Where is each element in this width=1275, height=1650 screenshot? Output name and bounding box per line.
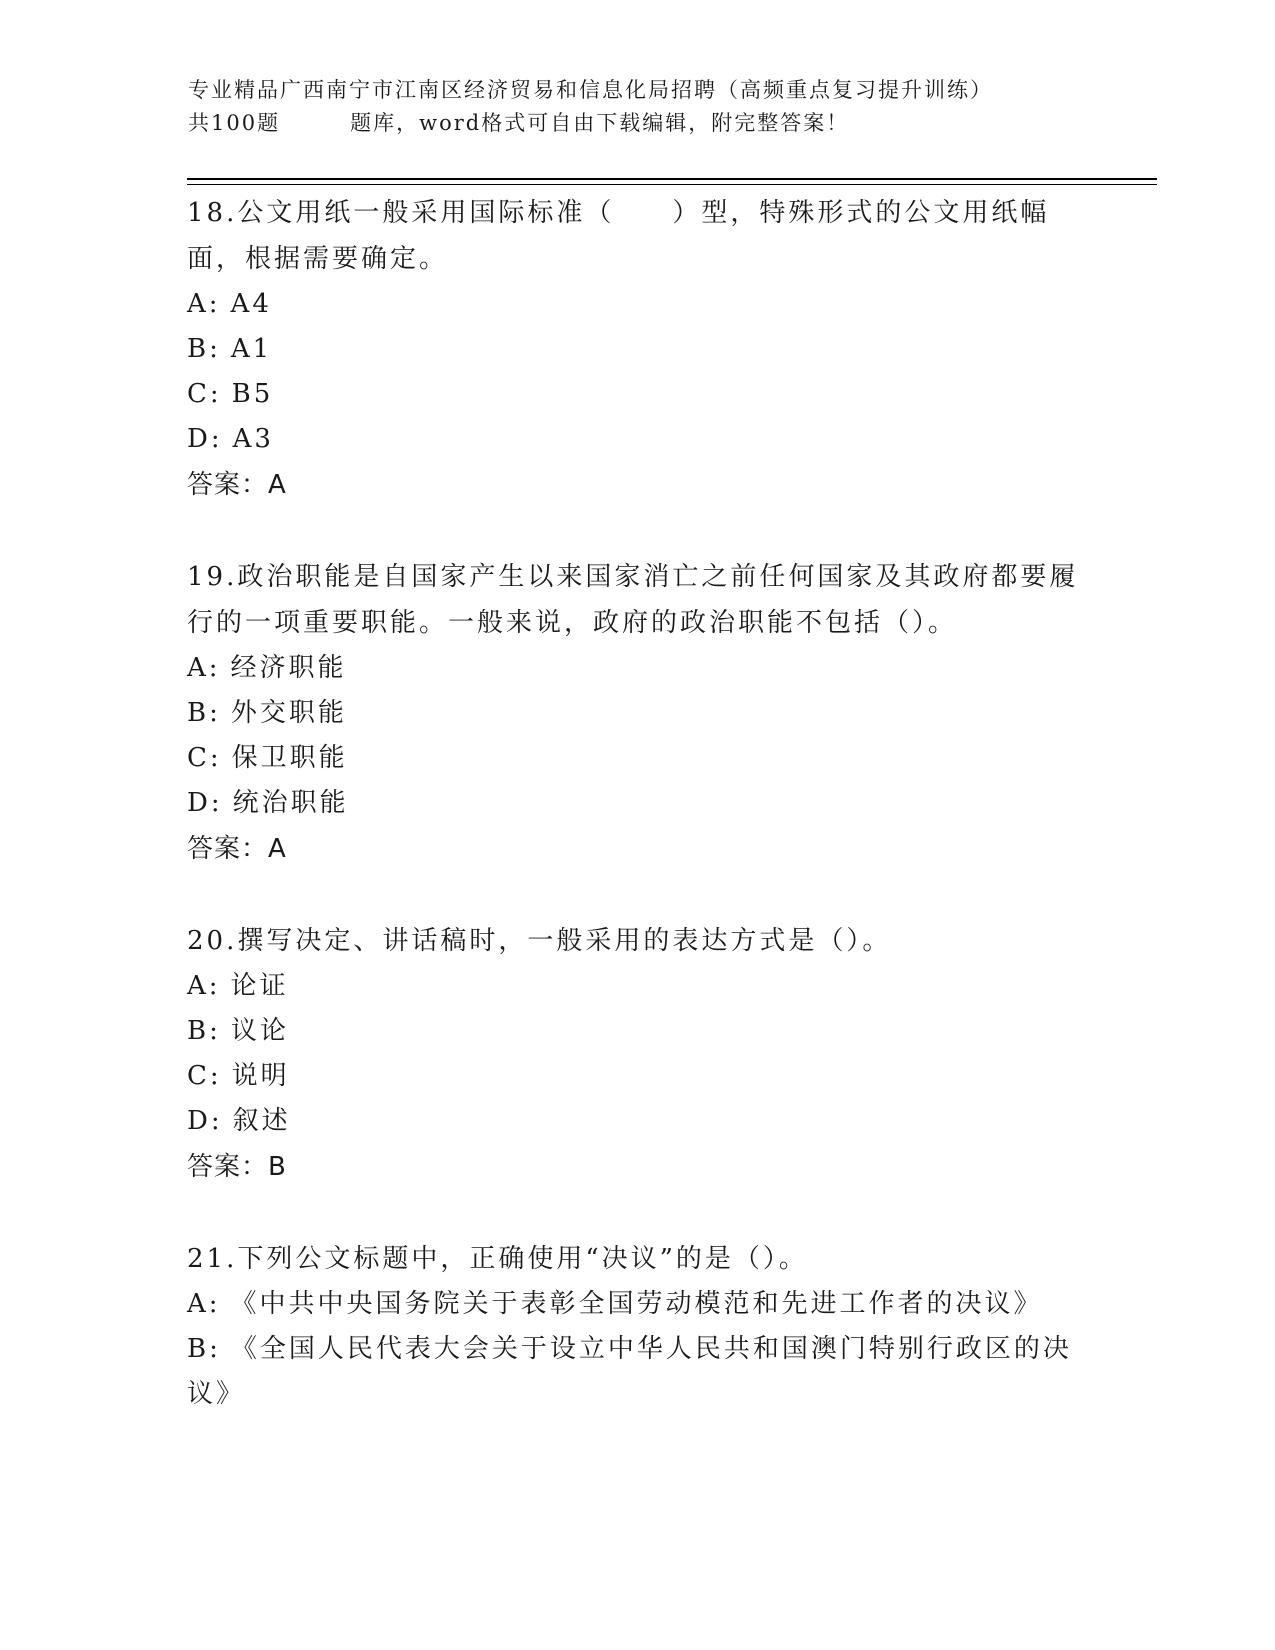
option-label: A:	[187, 971, 221, 1001]
option-label: B:	[187, 1334, 221, 1364]
option-text: 《全国人民代表大会关于设立中华人民共和国澳门特别行政区的决议》	[187, 1334, 1072, 1409]
option-b	[187, 1009, 1087, 1054]
option-label: D:	[187, 424, 223, 454]
question-19	[187, 554, 1087, 872]
option-text: A3	[232, 424, 274, 454]
question-stem: 20.撰写决定、讲话稿时，一般采用的表达方式是（）。	[187, 926, 892, 956]
option-c	[187, 736, 1087, 781]
option-label: C:	[187, 1061, 222, 1091]
option-d	[187, 1099, 1087, 1144]
answer-line: 答案：B	[187, 1152, 287, 1182]
option-text: 《中共中央国务院关于表彰全国劳动模范和先进工作者的决议》	[230, 1289, 1043, 1319]
option-text: B5	[231, 379, 274, 409]
option-label: A:	[187, 653, 221, 683]
option-label: A:	[187, 1289, 221, 1319]
option-text: 议论	[230, 1016, 289, 1046]
option-text: 论证	[230, 971, 289, 1001]
option-a	[187, 282, 1087, 327]
option-text: A4	[230, 289, 272, 319]
question-stem: 19.政治职能是自国家产生以来国家消亡之前任何国家及其政府都要履行的一项重要职能。一般来说，政府的政治职能不包括（）。	[187, 562, 1079, 638]
document-header	[188, 74, 1088, 140]
option-label: B:	[187, 698, 221, 728]
option-label: C:	[187, 379, 222, 409]
option-label: B:	[187, 1016, 221, 1046]
option-text: 说明	[231, 1061, 290, 1091]
option-b	[187, 691, 1087, 736]
header-description: 题库，word格式可自由下载编辑，附完整答案！	[350, 111, 850, 135]
option-a	[187, 646, 1087, 691]
option-label: D:	[187, 1106, 223, 1136]
question-18	[187, 190, 1087, 508]
option-c	[187, 1054, 1087, 1099]
answer-line: 答案：A	[187, 834, 287, 864]
header-divider-thick	[187, 178, 1157, 180]
option-label: B:	[187, 334, 221, 364]
option-text: 统治职能	[232, 788, 349, 818]
option-text: 经济职能	[230, 653, 347, 683]
option-c	[187, 372, 1087, 417]
answer-line: 答案：A	[187, 470, 287, 500]
option-text: 外交职能	[230, 698, 347, 728]
header-divider-thin	[187, 184, 1157, 185]
question-stem: 21.下列公文标题中，正确使用“决议”的是（）。	[187, 1244, 808, 1274]
question-stem: 18.公文用纸一般采用国际标准（ ）型，特殊形式的公文用纸幅面，根据需要确定。	[187, 198, 1050, 274]
option-a	[187, 1282, 1087, 1327]
option-a	[187, 964, 1087, 1009]
option-label: D:	[187, 788, 223, 818]
header-title: 专业精品广西南宁市江南区经济贸易和信息化局招聘（高频重点复习提升训练）	[188, 78, 993, 102]
option-label: C:	[187, 743, 222, 773]
option-text: 保卫职能	[231, 743, 348, 773]
option-text: 叙述	[232, 1106, 291, 1136]
option-d	[187, 781, 1087, 826]
option-text: A1	[230, 334, 273, 364]
option-label: A:	[187, 289, 221, 319]
question-list	[187, 190, 1087, 1463]
header-subtitle	[188, 107, 1088, 140]
option-d	[187, 417, 1087, 462]
header-question-count: 共100题	[188, 111, 281, 135]
option-b	[187, 327, 1087, 372]
question-20	[187, 918, 1087, 1190]
option-b	[187, 1327, 1087, 1417]
question-21	[187, 1236, 1087, 1417]
